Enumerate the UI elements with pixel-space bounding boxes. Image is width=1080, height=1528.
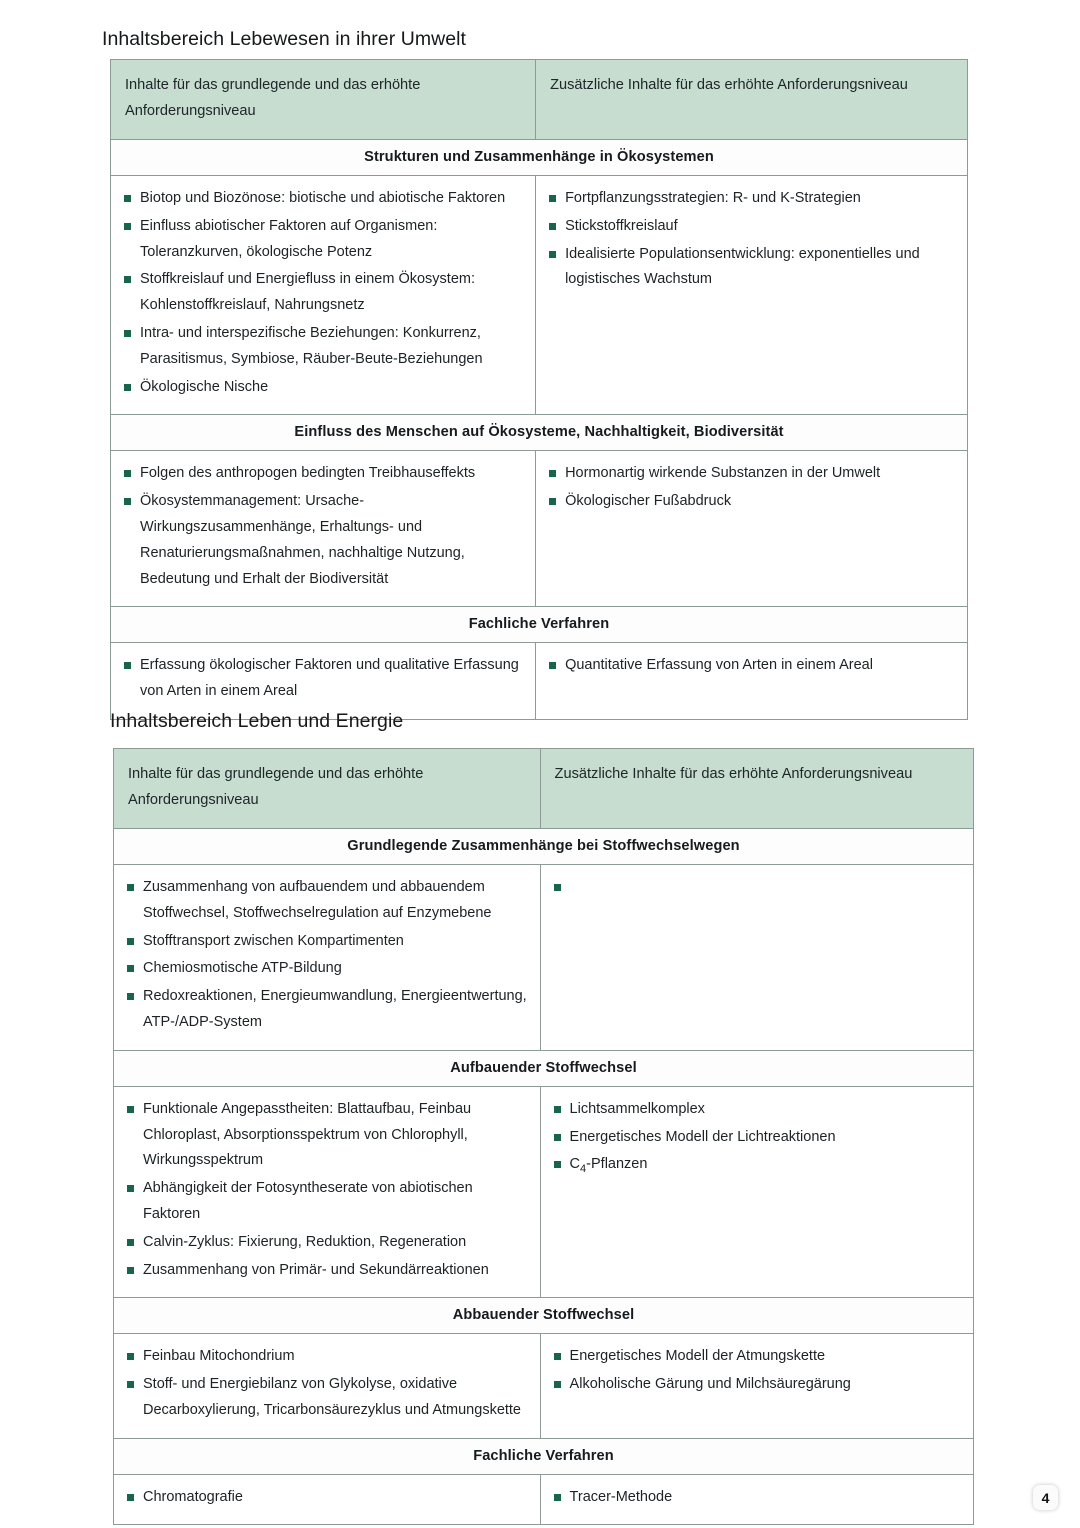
bullet-item: Stoffkreislauf und Energiefluss in einem Ökosystem: Kohlenstoffkreislauf, Nahrungsnetz [123,267,523,319]
bullet-list [126,875,528,1036]
bullet-list [123,461,523,592]
header-cell-left: Inhalte für das grundlegende und das erhöhte Anforderungsniveau [111,60,536,140]
section-band-label: Abbauender Stoffwechsel [114,1298,974,1334]
table-header-row [111,60,968,140]
content-row [114,1474,974,1525]
content-cell-right [536,175,968,414]
bullet-list [548,653,955,679]
section-band-label: Strukturen und Zusammenhänge in Ökosystemen [111,139,968,175]
section-title-leben-energie: Inhaltsbereich Leben und Energie [110,710,404,732]
content-cell-right [536,451,968,607]
bullet-item: Zusammenhang von Primär- und Sekundärreaktionen [126,1258,528,1284]
section-band-row [114,1050,974,1086]
bullet-item: Chromatografie [126,1485,528,1511]
section-title-lebewesen: Inhaltsbereich Lebewesen in ihrer Umwelt [102,28,467,50]
bullet-item: Zusammenhang von aufbauendem und abbauendem Stoffwechsel, Stoffwechselregulation auf Enzymebene [126,875,528,927]
section-band-label: Fachliche Verfahren [111,607,968,643]
bullet-item: Alkoholische Gärung und Milchsäuregärung [553,1372,961,1398]
content-row [111,643,968,720]
bullet-item: Energetisches Modell der Atmungskette [553,1344,961,1370]
section-band-label: Einfluss des Menschen auf Ökosysteme, Nachhaltigkeit, Biodiversität [111,415,968,451]
bullet-item: Quantitative Erfassung von Arten in einem Areal [548,653,955,679]
bullet-item: Funktionale Angepasstheiten: Blattaufbau, Feinbau Chloroplast, Absorptionsspektrum von Chlorophyll, Wirkungsspektrum [126,1097,528,1174]
section-band-label: Fachliche Verfahren [114,1438,974,1474]
content-cell-left [114,1334,541,1438]
bullet-list [126,1344,528,1423]
bullet-item: Ökologischer Fußabdruck [548,489,955,515]
table-header-row [114,749,974,829]
content-cell-right [540,864,973,1050]
content-cell-right [536,643,968,720]
content-cell-left [111,175,536,414]
bullet-item: Idealisierte Populationsentwicklung: exponentielles und logistisches Wachstum [548,242,955,294]
page-number-badge: 4 [1033,1485,1058,1510]
bullet-item: Feinbau Mitochondrium [126,1344,528,1370]
content-row [111,175,968,414]
bullet-item: Fortpflanzungsstrategien: R- und K-Strategien [548,186,955,212]
bullet-item: Stoff- und Energiebilanz von Glykolyse, oxidative Decarboxylierung, Tricarbonsäurezyklus und Atmungskette [126,1372,528,1424]
bullet-item: Lichtsammelkomplex [553,1097,961,1123]
bullet-item: Erfassung ökologischer Faktoren und qualitative Erfassung von Arten in einem Areal [123,653,523,705]
content-cell-right [540,1086,973,1298]
section-band-row [114,1438,974,1474]
bullet-list [126,1485,528,1511]
content-cell-left [114,1086,541,1298]
section-band-row [114,828,974,864]
section-band-row [111,415,968,451]
bullet-item: Tracer-Methode [553,1485,961,1511]
bullet-item: Intra- und interspezifische Beziehungen: Konkurrenz, Parasitismus, Symbiose, Räuber-Beute-Beziehungen [123,321,523,373]
bullet-item: $C_4$-Pflanzen [553,1152,961,1178]
bullet-item: Energetisches Modell der Lichtreaktionen [553,1125,961,1151]
section-band-label: Grundlegende Zusammenhänge bei Stoffwechselwegen [114,828,974,864]
bullet-item: Redoxreaktionen, Energieumwandlung, Energieentwertung, ATP-/ADP-System [126,984,528,1036]
header-cell-right: Zusätzliche Inhalte für das erhöhte Anforderungsniveau [540,749,973,829]
bullet-item: Calvin-Zyklus: Fixierung, Reduktion, Regeneration [126,1230,528,1256]
bullet-list [548,461,955,515]
empty-cell-placeholder [553,875,961,876]
bullet-list [548,186,955,293]
bullet-list [553,875,961,876]
content-cell-right [540,1474,973,1525]
content-cell-left [111,643,536,720]
bullet-list [553,1097,961,1178]
content-row [114,1086,974,1298]
bullet-item: Folgen des anthropogen bedingten Treibhauseffekts [123,461,523,487]
bullet-list [553,1485,961,1511]
content-cell-left [114,864,541,1050]
header-cell-left: Inhalte für das grundlegende und das erhöhte Anforderungsniveau [114,749,541,829]
header-cell-right: Zusätzliche Inhalte für das erhöhte Anforderungsniveau [536,60,968,140]
section-band-row [114,1298,974,1334]
bullet-item: Ökologische Nische [123,375,523,401]
bullet-list [553,1344,961,1398]
content-row [114,1334,974,1438]
bullet-item: Ökosystemmanagement: Ursache-Wirkungszusammenhänge, Erhaltungs- und Renaturierungsmaßnahmen, nachhaltige Nutzung, Bedeutung und Erhalt der Biodiversität [123,489,523,592]
content-cell-right [540,1334,973,1438]
bullet-item: Einfluss abiotischer Faktoren auf Organismen: Toleranzkurven, ökologische Potenz [123,214,523,266]
bullet-item: Stofftransport zwischen Kompartimenten [126,929,528,955]
content-cell-left [114,1474,541,1525]
bullet-item: Stickstoffkreislauf [548,214,955,240]
bullet-list [123,653,523,705]
section-band-row [111,607,968,643]
section-band-label: Aufbauender Stoffwechsel [114,1050,974,1086]
content-table-leben-energie [113,748,974,1525]
content-table-lebewesen [110,59,968,720]
bullet-item: Hormonartig wirkende Substanzen in der Umwelt [548,461,955,487]
content-cell-left [111,451,536,607]
bullet-item: Abhängigkeit der Fotosyntheserate von abiotischen Faktoren [126,1176,528,1228]
section-band-row [111,139,968,175]
content-row [111,451,968,607]
content-row [114,864,974,1050]
bullet-item: Biotop und Biozönose: biotische und abiotische Faktoren [123,186,523,212]
bullet-list [123,186,523,400]
bullet-list [126,1097,528,1284]
bullet-item: Chemiosmotische ATP-Bildung [126,956,528,982]
